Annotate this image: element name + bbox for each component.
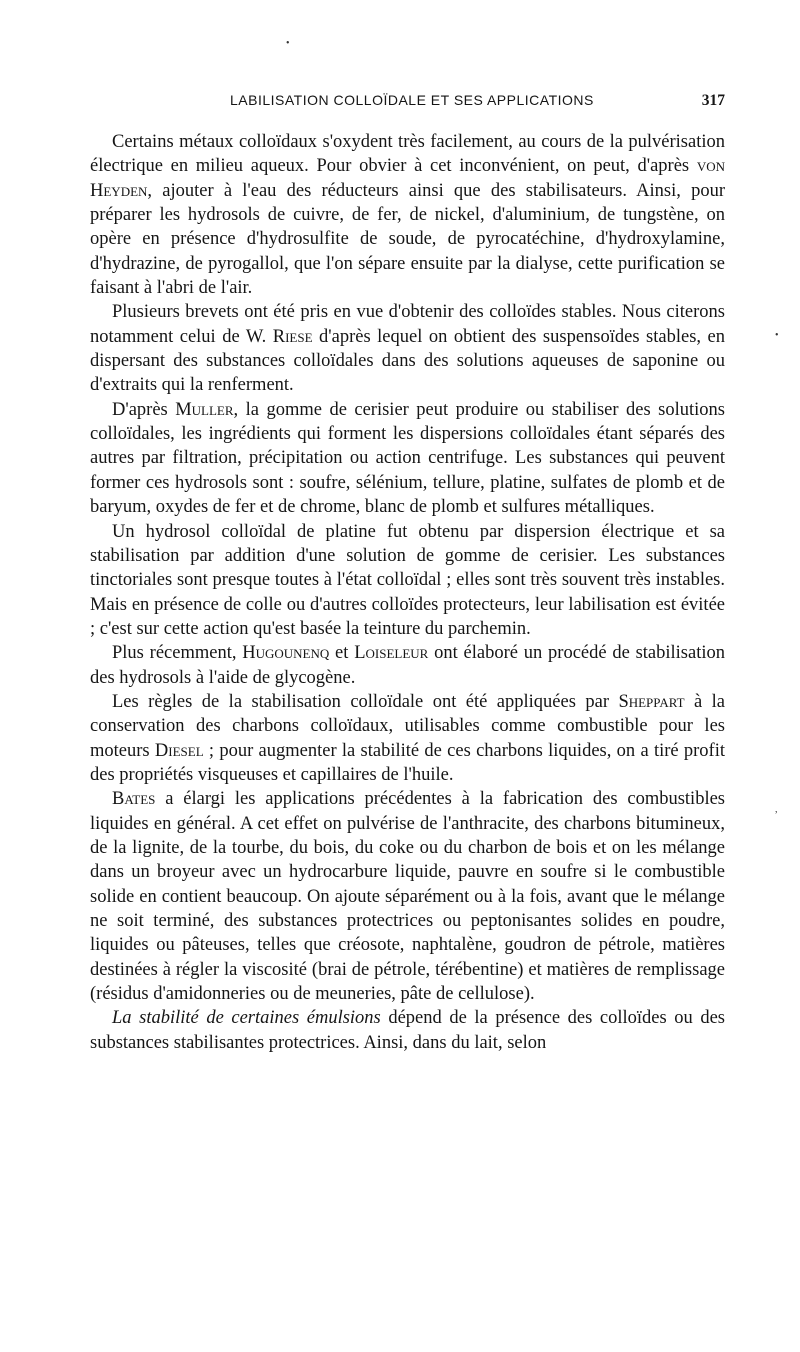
author-name: Bates [112, 789, 156, 810]
paragraph [90, 690, 725, 787]
paragraph-text: Un hydrosol colloïdal de platine fut obtenu par dispersion électrique et sa stabilisation par addition d'une solution de gomme de cerisier. Les substances tinctoriales sont presque toutes à l'état colloïdal ; elles sont très souvent très instables. Mais en présence de colle ou d'autres colloïdes protecteurs, leur labilisation est évitée ; c'est sur cette action qu'est basée la teinture du parchemin. [90, 521, 725, 639]
paragraph-text: d'après lequel on obtient des suspensoïdes stables, en dispersant des substances colloïdales dans des solutions aqueuses de saponine ou d'extraits qui la renferment. [90, 326, 725, 396]
paragraph-text: dépend de la présence des colloïdes ou des substances stabilisantes protectrices. Ainsi, dans du lait, selon [90, 1008, 725, 1053]
paragraph-text: , la gomme de cerisier peut produire ou stabiliser des solutions colloïdales, les ingrédients qui forment les dispersions colloïdales étant séparés des autres par filtration, précipitation ou action centrifuge. Les substances qui peuvent former ces hydrosols sont : soufre, sélénium, tellure, platine, sulfates de plomb et de baryum, oxydes de fer et de chrome, blanc de plomb et sulfures métalliques. [90, 399, 725, 518]
italic-phrase: La stabilité de certaines émulsions [112, 1008, 381, 1029]
paragraph-text: Les règles de la stabilisation colloïdale ont été appliquées par [112, 691, 619, 712]
paragraph [90, 300, 725, 397]
author-name: Hugounenq [242, 643, 330, 664]
paragraph-text: Plusieurs brevets ont été pris en vue d'obtenir des colloïdes stables. Nous citerons notamment celui de W. [90, 302, 725, 347]
paragraph [90, 787, 725, 1006]
paragraph-text: Certains métaux colloïdaux s'oxydent très facilement, au cours de la pulvérisation électrique en milieu aqueux. Pour obvier à cet inconvénient, on peut, d'après [90, 132, 725, 177]
author-name: von Heyden [90, 156, 725, 201]
paragraph [90, 520, 725, 642]
paragraph [90, 130, 725, 300]
paragraph-text: ; pour augmenter la stabilité de ces charbons liquides, on a tiré profit des propriétés visqueuses et capillaires de l'huile. [90, 740, 725, 785]
engine-name: Diesel [154, 740, 204, 761]
paragraph-text: Plus récemment, [112, 643, 243, 664]
paragraph [90, 398, 725, 520]
page-header [90, 92, 725, 116]
page-body [90, 130, 725, 1055]
paragraph [90, 641, 725, 690]
paragraph-text: et [329, 643, 355, 664]
paragraph-text: , ajouter à l'eau des réducteurs ainsi que des stabilisateurs. Ainsi, pour préparer les hydrosols de cuivre, de fer, de nickel, d'aluminium, de tungstène, on opère en présence d'hydrosulfite de soude, de pyrocatéchine, d'hydroxylamine, d'hydrazine, de pyrogallol, que l'on sépare ensuite par la dialyse, cette purification se faisant à l'abri de l'air. [90, 180, 725, 299]
author-name: Loiseleur [354, 643, 429, 664]
author-name: Muller [175, 399, 234, 420]
print-speck: • [286, 38, 290, 49]
print-speck: • [775, 330, 779, 341]
paragraph-text: ont élaboré un procédé de stabilisation des hydrosols à l'aide de glycogène. [90, 643, 726, 688]
author-name: Sheppart [618, 691, 685, 712]
page-number: 317 [701, 92, 725, 109]
print-speck: , [775, 804, 778, 815]
running-title: LABILISATION COLLOÏDALE ET SES APPLICATIONS [230, 92, 594, 108]
paragraph-text: à la conservation des charbons colloïdaux, utilisables comme combustible pour les moteurs [90, 691, 725, 761]
author-name: Riese [272, 326, 313, 347]
paragraph-text: D'après [112, 399, 176, 420]
paragraph-text: a élargi les applications précédentes à la fabrication des combustibles liquides en général. A cet effet on pulvérise de l'anthracite, des charbons bitumineux, de la lignite, de la tourbe, du bois, du coke ou du charbon de bois et on les mélange dans un broyeur avec un hydrocarbure liquide, pauvre en soufre si le combustible solide en contient beaucoup. On ajoute séparément ou à la fois, avant que le mélange ne soit terminé, des substances protectrices ou peptonisantes solides en poudre, liquides ou pâteuses, telles que créosote, naphtalène, goudron de pétrole, matières destinées à régler la viscosité (brai de pétrole, térébentine) et matières de remplissage (résidus d'amidonneries ou de meuneries, pâte de cellulose). [90, 789, 725, 1005]
paragraph [90, 1006, 725, 1055]
